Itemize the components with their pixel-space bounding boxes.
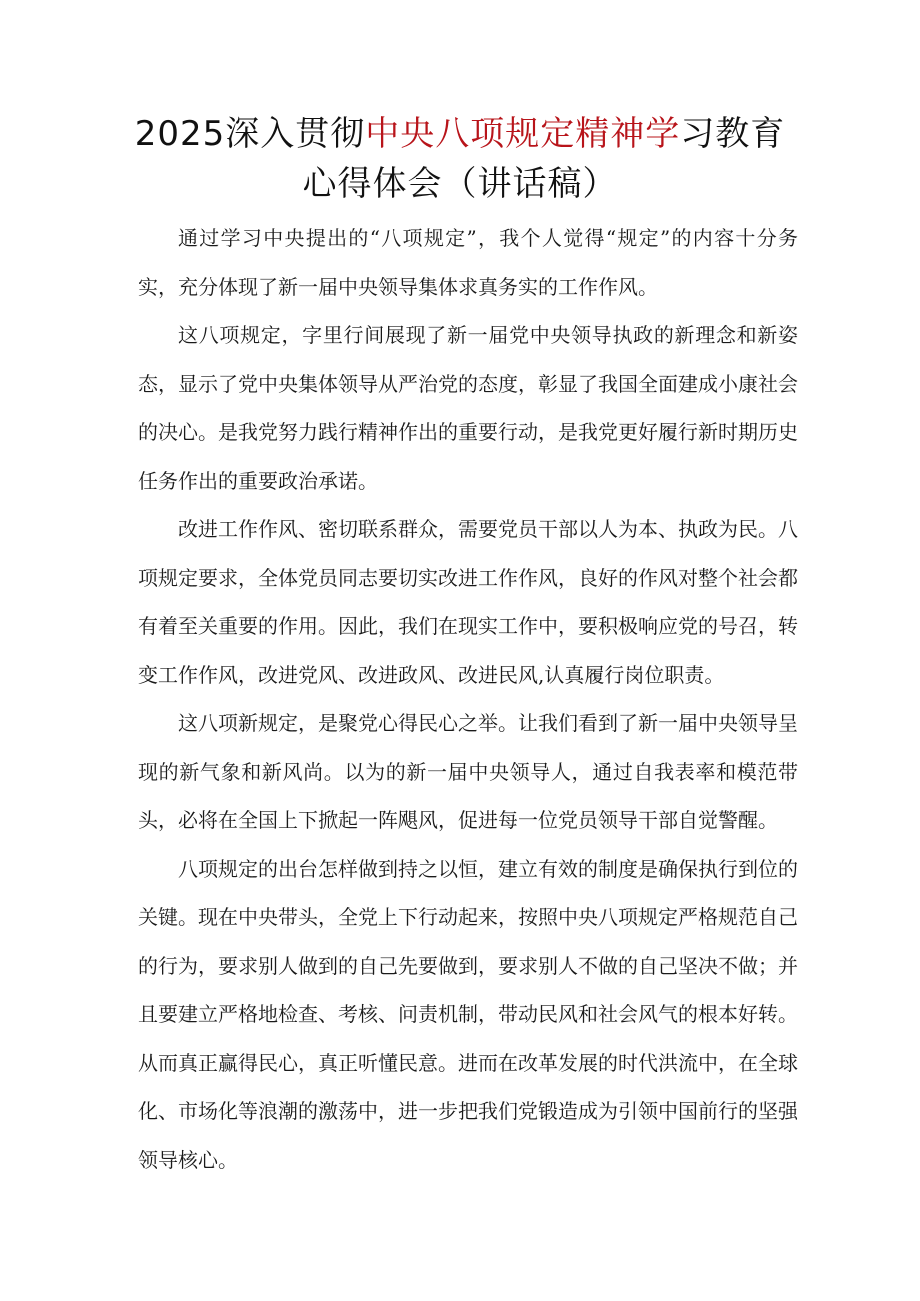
paragraph-4: 这八项新规定，是聚党心得民心之举。让我们看到了新一届中央领导呈现的新气象和新风尚。以为的新一届中央领导人，通过自我表率和模范带头，必将在全国上下掀起一阵飓风，促进每一位党员领导干部自觉警醒。 xyxy=(138,711,798,832)
paragraph-3: 改进工作作风、密切联系群众，需要党员干部以人为本、执政为民。八项规定要求，全体党员同志要切实改进工作作风，良好的作风对整个社会都有着至关重要的作用。因此，我们在现实工作中，要积极响应党的号召，转变工作作风，改进党风、改进政风、改进民风,认真履行岗位职责。 xyxy=(138,517,798,687)
paragraph-5: 八项规定的出台怎样做到持之以恒，建立有效的制度是确保执行到位的关键。现在中央带头，全党上下行动起来，按照中央八项规定严格规范自己的行为，要求别人做到的自己先要做到，要求别人不做的自己坚决不做；并且要建立严格地检查、考核、问责机制，带动民风和社会风气的根本好转。从而真正赢得民心，真正听懂民意。进而在改革发展的时代洪流中，在全球化、市场化等浪潮的激荡中，进一步把我们党锻造成为引领中国前行的坚强领导核心。 xyxy=(138,856,798,1172)
title-suffix: 习教育 xyxy=(680,114,786,154)
paragraph-2: 这八项规定，字里行间展现了新一届党中央领导执政的新理念和新姿态，显示了党中央集体领导从严治党的态度，彰显了我国全面建成小康社会的决心。是我党努力践行精神作出的重要行动，是我党更好履行新时期历史任务作出的重要政治承诺。 xyxy=(138,323,798,493)
page-title-line-2: 心得体会（讲话稿） xyxy=(302,164,618,204)
paragraph-1: 通过学习中央提出的“八项规定”，我个人觉得“规定”的内容十分务实，充分体现了新一届中央领导集体求真务实的工作作风。 xyxy=(138,226,798,299)
page-title-line-1 xyxy=(0,110,920,158)
document-body xyxy=(138,214,798,1184)
title-highlight: 中央八项规定精神学 xyxy=(365,114,681,154)
title-prefix: 2025深入贯彻 xyxy=(134,114,366,154)
